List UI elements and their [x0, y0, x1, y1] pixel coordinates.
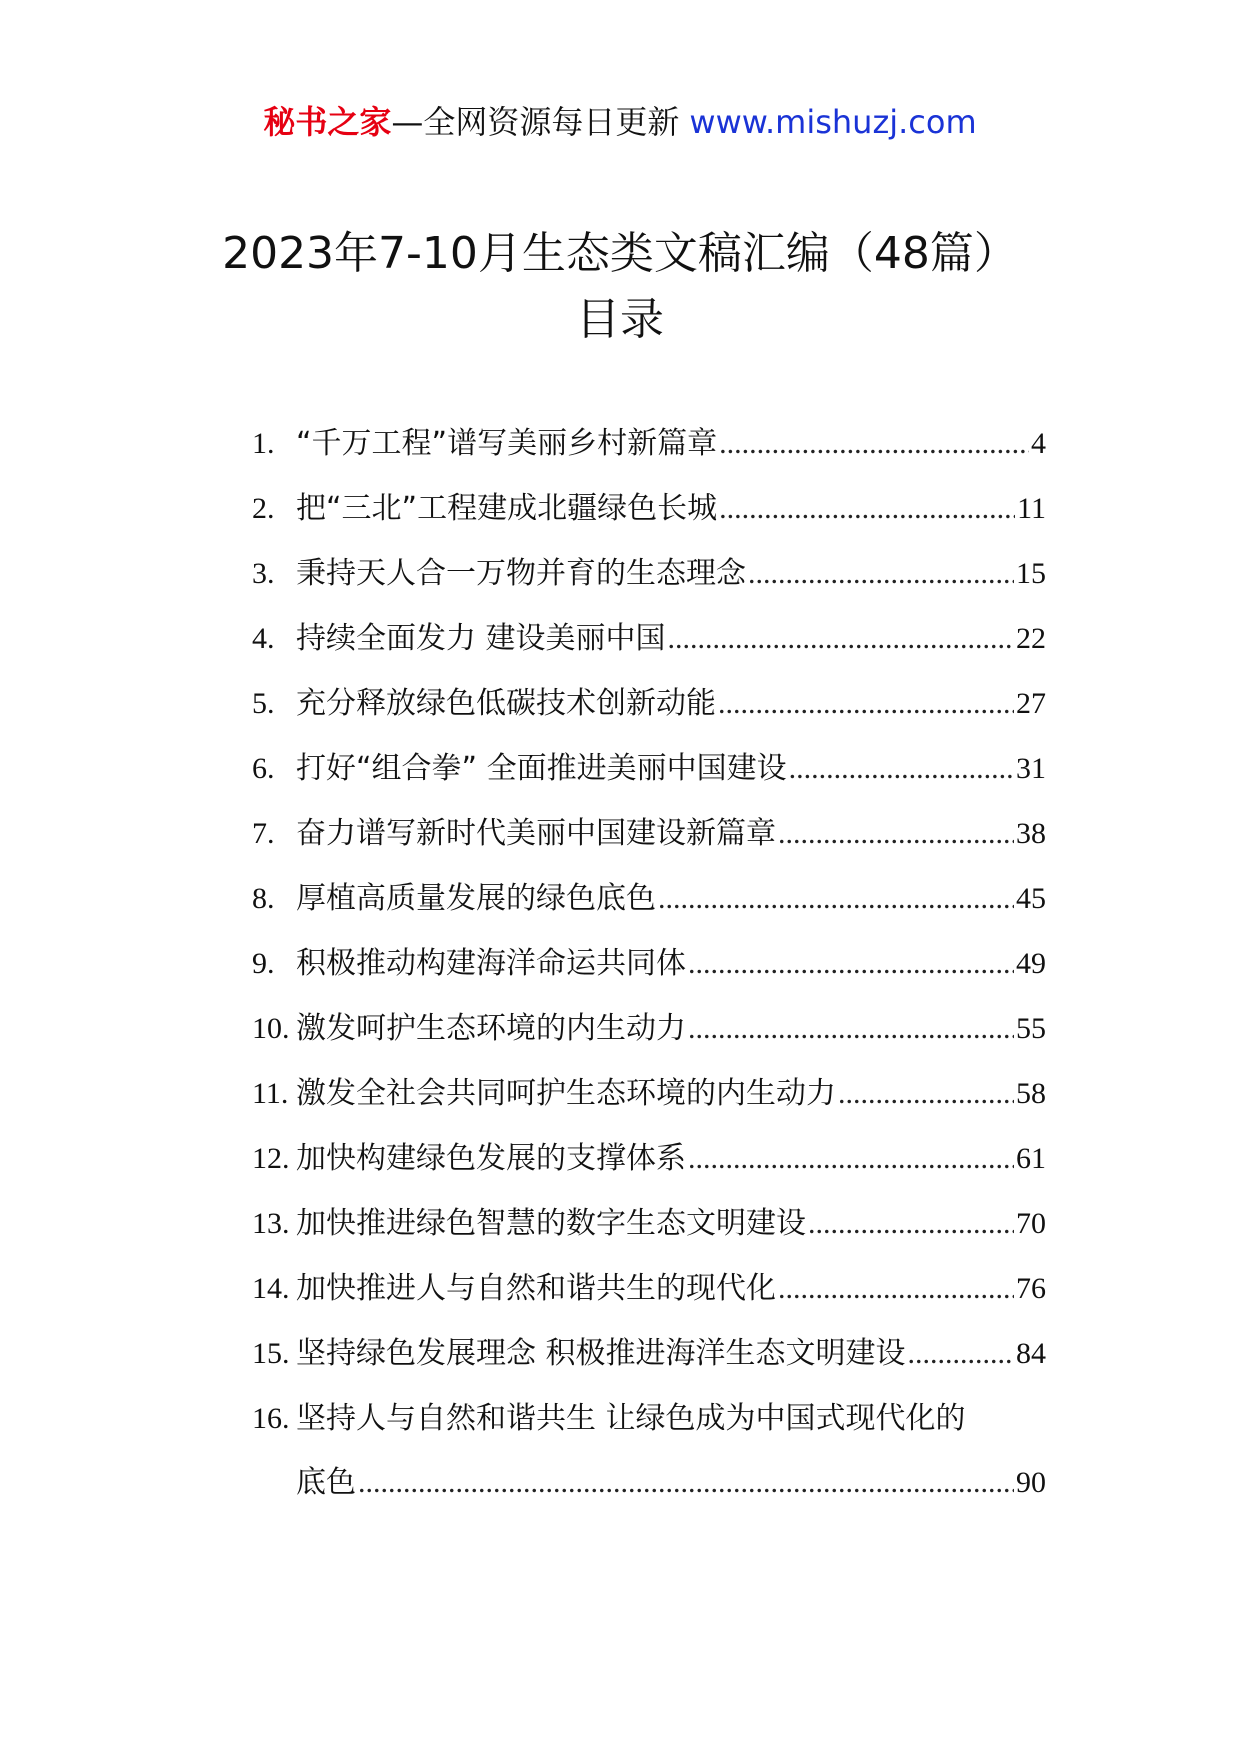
site-url-link[interactable]: www.mishuzj.com [689, 103, 977, 141]
toc-entry-title: 激发全社会共同呵护生态环境的内生动力 [296, 1076, 836, 1111]
header-slogan: —全网资源每日更新 [391, 103, 680, 141]
toc-entry[interactable] [252, 1266, 1046, 1331]
toc-leader-dots [358, 1460, 1014, 1506]
toc-entry-number: 3. [252, 557, 275, 590]
toc-leader-dots [778, 1266, 1014, 1312]
toc-leader-dots [719, 421, 1029, 467]
toc-entry-page: 70 [1016, 1207, 1046, 1240]
toc-entry-page: 11 [1017, 492, 1046, 525]
toc-leader-dots [658, 876, 1014, 922]
toc-entry-page: 90 [1016, 1466, 1046, 1499]
toc-entry-number: 5. [252, 687, 275, 720]
toc-entry-number: 10. [252, 1012, 290, 1045]
toc-entry-page: 55 [1016, 1012, 1046, 1045]
toc-entry-page: 38 [1016, 817, 1046, 850]
toc-entry-number: 11. [252, 1077, 289, 1110]
toc-leader-dots [808, 1201, 1014, 1247]
toc-entry[interactable] [252, 421, 1046, 486]
toc-entry-title: 奋力谱写新时代美丽中国建设新篇章 [296, 816, 776, 851]
toc-entry-number: 4. [252, 622, 275, 655]
toc-entry-title: 秉持天人合一万物并育的生态理念 [296, 556, 746, 591]
toc-leader-dots [838, 1071, 1014, 1117]
toc-entry-continuation[interactable] [252, 1460, 1046, 1525]
toc-entry-page: 22 [1016, 622, 1046, 655]
toc-entry[interactable] [252, 616, 1046, 681]
toc-entry-title: 充分释放绿色低碳技术创新动能 [296, 686, 716, 721]
document-title: 2023年7-10月生态类文稿汇编（48篇） [222, 228, 1018, 279]
toc-entry-title: 加快推进人与自然和谐共生的现代化 [296, 1271, 776, 1306]
toc-entry-number: 7. [252, 817, 275, 850]
toc-entry-title: 积极推动构建海洋命运共同体 [296, 946, 686, 981]
toc-entry[interactable] [252, 1331, 1046, 1396]
toc-entry-title: “千万工程”谱写美丽乡村新篇章 [296, 426, 718, 461]
toc-entry-page: 4 [1031, 427, 1046, 460]
toc-leader-dots [778, 811, 1014, 857]
toc-entry-page: 31 [1016, 752, 1046, 785]
site-header [0, 96, 1240, 148]
toc-entry-page: 84 [1016, 1337, 1046, 1370]
toc-entry-title: 激发呵护生态环境的内生动力 [296, 1011, 686, 1046]
toc-entry-number: 2. [252, 492, 275, 525]
toc-entry-number: 12. [252, 1142, 290, 1175]
toc-entry-page: 76 [1016, 1272, 1046, 1305]
toc-leader-dots [668, 616, 1014, 662]
toc-entry-page: 45 [1016, 882, 1046, 915]
toc-entry[interactable] [252, 1201, 1046, 1266]
toc-entry-title: 坚持绿色发展理念 积极推进海洋生态文明建设 [296, 1336, 906, 1371]
toc-entry-number: 6. [252, 752, 275, 785]
toc-entry[interactable] [252, 1006, 1046, 1071]
toc-entry-page: 15 [1016, 557, 1046, 590]
toc-entry[interactable] [252, 551, 1046, 616]
toc-entry[interactable] [252, 811, 1046, 876]
toc-entry[interactable] [252, 876, 1046, 941]
toc-heading: 目录 [576, 294, 664, 345]
toc-entry-title-continued: 底色 [296, 1465, 356, 1500]
toc-entry[interactable] [252, 941, 1046, 1006]
toc-leader-dots [908, 1331, 1014, 1377]
toc-entry-number: 15. [252, 1337, 290, 1370]
toc-entry-number: 9. [252, 947, 275, 980]
toc-leader-dots [718, 681, 1014, 727]
toc-entry-number: 13. [252, 1207, 290, 1240]
toc-entry-title: 把“三北”工程建成北疆绿色长城 [296, 491, 718, 526]
table-of-contents [252, 421, 1046, 1525]
toc-entry-page: 61 [1016, 1142, 1046, 1175]
toc-entry[interactable] [252, 1136, 1046, 1201]
toc-entry-page: 27 [1016, 687, 1046, 720]
toc-entry[interactable] [252, 486, 1046, 551]
toc-entry-title: 厚植高质量发展的绿色底色 [296, 881, 656, 916]
toc-leader-dots [748, 551, 1014, 597]
toc-leader-dots [688, 1136, 1014, 1182]
toc-entry-title: 加快推进绿色智慧的数字生态文明建设 [296, 1206, 806, 1241]
toc-entry-title: 坚持人与自然和谐共生 让绿色成为中国式现代化的 [296, 1401, 966, 1436]
toc-entry-number: 8. [252, 882, 275, 915]
toc-entry-number: 1. [252, 427, 275, 460]
toc-entry-number: 16. [252, 1402, 290, 1435]
toc-leader-dots [719, 486, 1015, 532]
brand-name: 秘书之家 [263, 103, 392, 141]
toc-entry[interactable] [252, 1396, 1046, 1460]
toc-leader-dots [789, 746, 1014, 792]
toc-entry[interactable] [252, 1071, 1046, 1136]
toc-entry-page: 49 [1016, 947, 1046, 980]
toc-leader-dots [688, 1006, 1014, 1052]
toc-entry-title: 打好“组合拳” 全面推进美丽中国建设 [296, 751, 787, 786]
toc-leader-dots [688, 941, 1014, 987]
toc-entry[interactable] [252, 681, 1046, 746]
toc-entry-title: 加快构建绿色发展的支撑体系 [296, 1141, 686, 1176]
toc-entry-page: 58 [1016, 1077, 1046, 1110]
toc-entry[interactable] [252, 746, 1046, 811]
toc-entry-number: 14. [252, 1272, 290, 1305]
toc-entry-title: 持续全面发力 建设美丽中国 [296, 621, 666, 656]
